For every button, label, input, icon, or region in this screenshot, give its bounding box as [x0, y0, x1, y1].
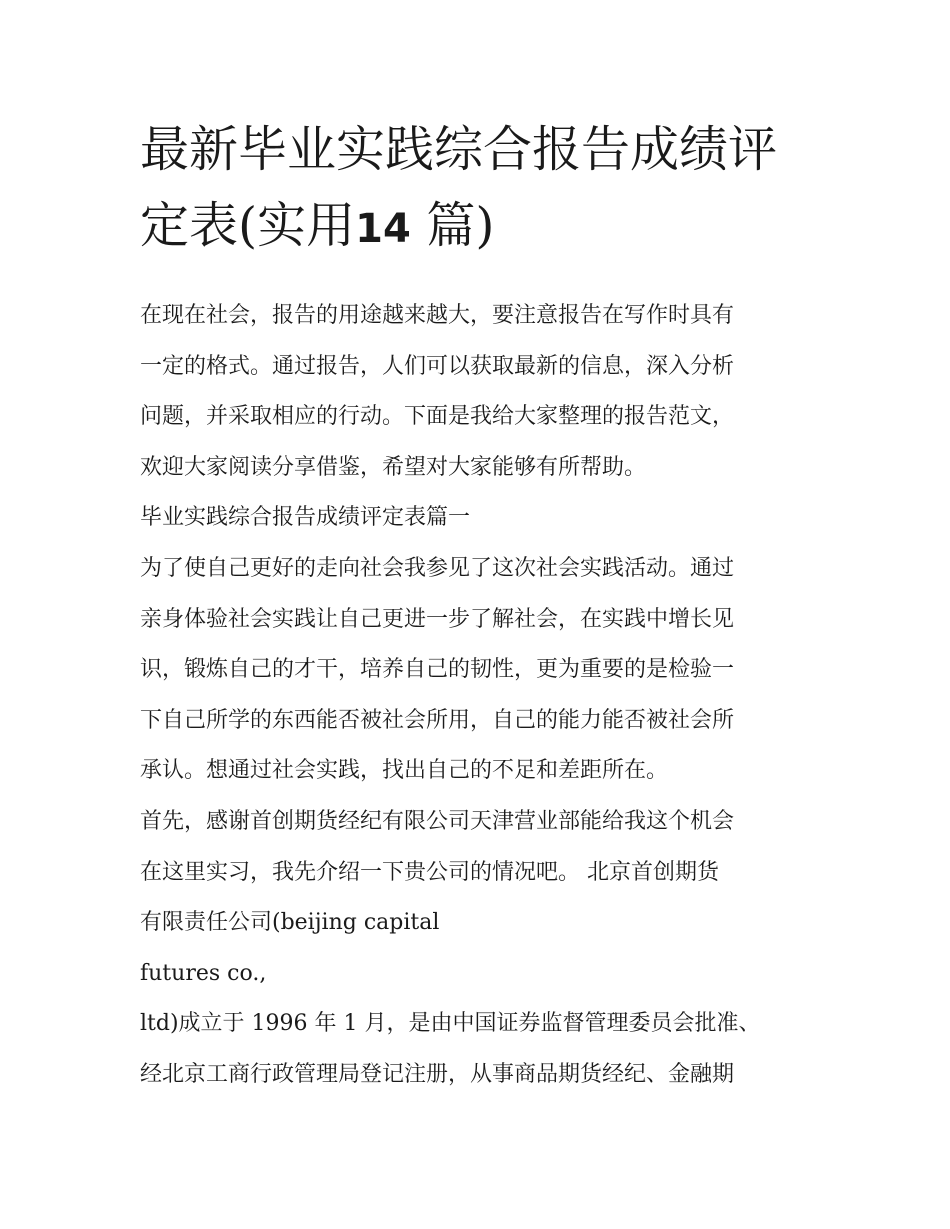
section-heading: 毕业实践综合报告成绩评定表篇一 [140, 505, 471, 531]
text-line: 识，锻炼自己的才干，培养自己的韧性，更为重要的是检验一 [140, 657, 735, 683]
text-line: 为了使自己更好的走向社会我参见了这次社会实践活动。通过 [140, 555, 735, 581]
text-line: 经北京工商行政管理局登记注册，从事商品期货经纪、金融期 [140, 1061, 735, 1087]
text-line: 在这里实习，我先介绍一下贵公司的情况吧。 北京首创期货 [140, 859, 719, 885]
text-line: 首先，感谢首创期货经纪有限公司天津营业部能给我这个机会 [140, 808, 735, 834]
text-line: 在现在社会，报告的用途越来越大，要注意报告在写作时具有 [140, 303, 735, 328]
paragraph-1 [140, 544, 820, 797]
text-line: ltd)成立于 1996 年 1 月，是由中国证券监督管理委员会批准、 [140, 1011, 761, 1037]
text-line: 一定的格式。通过报告，人们可以获取最新的信息，深入分析 [140, 353, 735, 379]
paragraph-2 [140, 797, 820, 1101]
document-page [140, 112, 820, 1101]
text-line: 欢迎大家阅读分享借鉴，希望对大家能够有所帮助。 [140, 454, 647, 480]
document-title [140, 112, 820, 267]
intro-paragraph [140, 291, 820, 493]
text-line: 承认。想通过社会实践，找出自己的不足和差距所在。 [140, 758, 669, 784]
title-line-2-a: 定表(实用 [140, 197, 356, 254]
title-line-2-b: 篇) [426, 197, 495, 254]
document-body [140, 291, 820, 1101]
text-line: 亲身体验社会实践让自己更进一步了解社会，在实践中增长见 [140, 606, 735, 632]
text-line: 有限责任公司(beijing capital [140, 910, 440, 936]
title-line-2-number: 14 [355, 206, 411, 252]
text-line: futures co., [140, 960, 267, 986]
title-line-1: 最新毕业实践综合报告成绩评 [140, 121, 778, 178]
text-line: 问题，并采取相应的行动。下面是我给大家整理的报告范文， [140, 404, 735, 430]
text-line: 下自己所学的东西能否被社会所用，自己的能力能否被社会所 [140, 707, 735, 733]
